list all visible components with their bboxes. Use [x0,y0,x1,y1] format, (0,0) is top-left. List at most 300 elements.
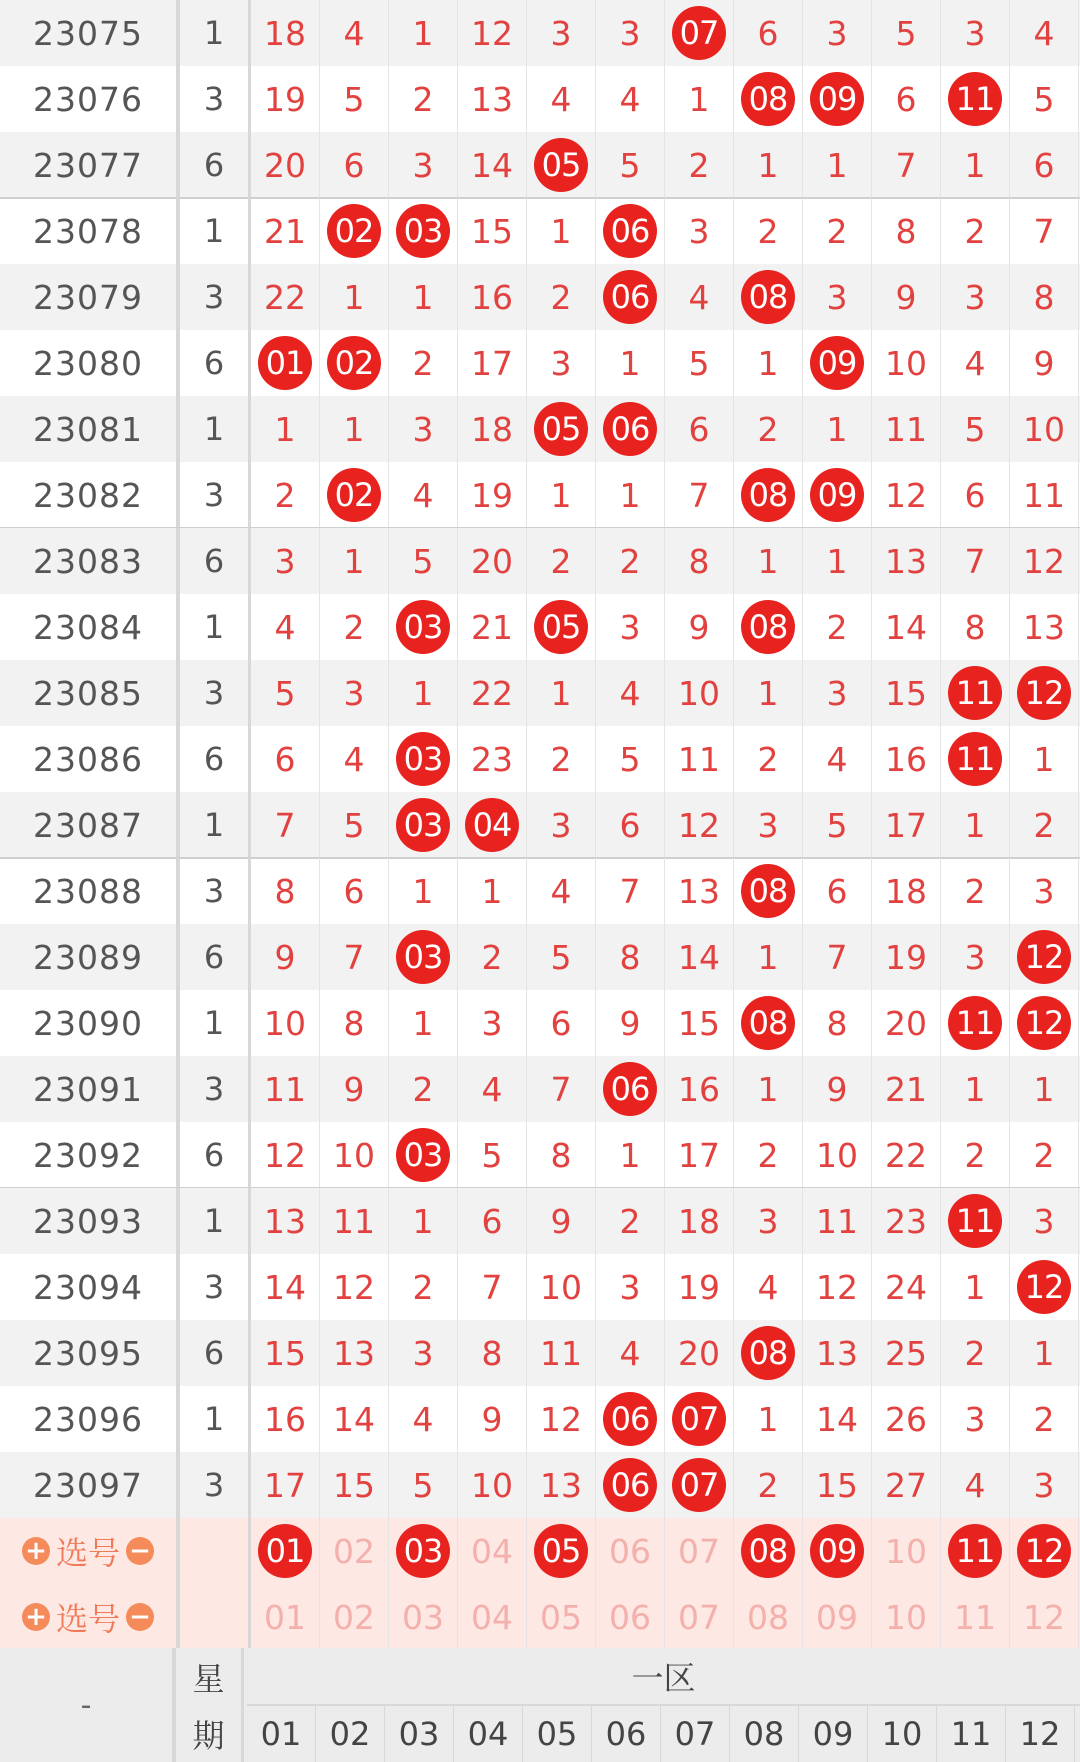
miss-count-cell: 6 [320,132,389,198]
hit-ball: 08 [741,1326,795,1380]
selected-ball[interactable]: 05 [534,1524,588,1578]
selectable-number-cell[interactable]: 11 [941,1584,1010,1650]
miss-count-cell: 4 [1010,0,1079,66]
miss-count-cell: 3 [527,330,596,396]
weekday-number: 6 [180,528,251,594]
miss-count-cell: 3 [458,990,527,1056]
miss-count-cell: 1 [734,1056,803,1122]
selected-number-cell[interactable] [251,1518,320,1584]
table-row [0,1320,1080,1386]
hit-ball: 03 [396,1128,450,1182]
table-row [0,594,1080,660]
plus-circle-icon[interactable]: + [22,1603,50,1631]
miss-count-cell: 10 [527,1254,596,1320]
hit-cell [665,1452,734,1518]
table-row [0,858,1080,924]
miss-count-cell: 1 [734,528,803,594]
hit-cell [734,594,803,660]
weekday-number: 6 [180,330,251,396]
period-number: 23081 [0,396,180,462]
selected-ball[interactable]: 09 [810,1524,864,1578]
miss-count-cell: 7 [527,1056,596,1122]
miss-count-cell: 12 [803,1254,872,1320]
miss-count-cell: 2 [251,462,320,528]
hit-cell [941,66,1010,132]
miss-count-cell: 21 [251,198,320,264]
miss-count-cell: 4 [596,660,665,726]
miss-count-cell: 3 [596,0,665,66]
column-header: 12 [1006,1706,1075,1762]
zone-header: 一区 [247,1648,1080,1706]
selectable-number-cell[interactable]: 01 [251,1584,320,1650]
hit-cell [665,1386,734,1452]
miss-count-cell: 10 [803,1122,872,1188]
miss-count-cell: 22 [251,264,320,330]
pick-controls [0,1518,180,1584]
miss-count-cell: 16 [665,1056,734,1122]
miss-count-cell: 2 [734,198,803,264]
weekday-number: 6 [180,924,251,990]
miss-count-cell: 13 [527,1452,596,1518]
miss-count-cell: 19 [458,462,527,528]
period-number: 23087 [0,792,180,858]
hit-cell [596,1056,665,1122]
miss-count-cell: 2 [527,528,596,594]
period-number: 23097 [0,1452,180,1518]
miss-count-cell: 19 [665,1254,734,1320]
miss-count-cell: 6 [941,462,1010,528]
miss-count-cell: 7 [872,132,941,198]
miss-count-cell: 5 [320,66,389,132]
hit-cell [734,990,803,1056]
hit-ball: 08 [741,864,795,918]
selected-ball[interactable]: 08 [741,1524,795,1578]
miss-count-cell: 17 [458,330,527,396]
miss-count-cell: 3 [941,924,1010,990]
hit-ball: 03 [396,600,450,654]
hit-ball: 12 [1017,666,1071,720]
miss-count-cell: 20 [251,132,320,198]
miss-count-cell: 11 [251,1056,320,1122]
miss-count-cell: 9 [320,1056,389,1122]
weekday-number: 3 [180,462,251,528]
miss-count-cell: 18 [458,396,527,462]
miss-count-cell: 4 [941,1452,1010,1518]
period-number: 23095 [0,1320,180,1386]
miss-count-cell: 4 [389,1386,458,1452]
hit-cell [734,264,803,330]
miss-count-cell: 12 [1010,528,1079,594]
hit-cell [596,264,665,330]
miss-count-cell: 3 [941,0,1010,66]
miss-count-cell: 8 [527,1122,596,1188]
miss-count-cell: 3 [734,1188,803,1254]
pick-label[interactable]: 选号 [55,1600,120,1638]
hit-cell [803,66,872,132]
selectable-number-cell[interactable]: 03 [389,1584,458,1650]
period-number: 23076 [0,66,180,132]
miss-count-cell: 2 [734,726,803,792]
miss-count-cell: 10 [665,660,734,726]
miss-count-cell: 18 [872,858,941,924]
weekday-number: 1 [180,0,251,66]
hit-cell [1010,660,1079,726]
miss-count-cell: 6 [458,1188,527,1254]
hit-ball: 11 [948,666,1002,720]
miss-count-cell: 8 [941,594,1010,660]
miss-count-cell: 12 [458,0,527,66]
column-header: 10 [868,1706,937,1762]
period-number: 23089 [0,924,180,990]
selected-number-cell[interactable] [1010,1518,1079,1584]
miss-count-cell: 7 [320,924,389,990]
miss-count-cell: 3 [251,528,320,594]
miss-count-cell: 1 [941,132,1010,198]
hit-cell [1010,1254,1079,1320]
table-row [0,1188,1080,1254]
miss-count-cell: 5 [251,660,320,726]
miss-count-cell: 1 [389,1188,458,1254]
miss-count-cell: 2 [665,132,734,198]
miss-count-cell: 4 [251,594,320,660]
period-number: 23092 [0,1122,180,1188]
hit-cell [803,462,872,528]
miss-count-cell: 3 [389,1320,458,1386]
miss-count-cell: 5 [803,792,872,858]
hit-ball: 08 [741,72,795,126]
miss-count-cell: 5 [596,132,665,198]
period-number: 23094 [0,1254,180,1320]
selected-ball[interactable]: 01 [258,1524,312,1578]
hit-cell [320,462,389,528]
table-row [0,132,1080,198]
selectable-number-cell[interactable]: 09 [803,1584,872,1650]
hit-ball: 06 [603,204,657,258]
selectable-number-cell[interactable]: 08 [734,1584,803,1650]
miss-count-cell: 3 [389,396,458,462]
hit-ball: 09 [810,468,864,522]
selected-number-cell[interactable] [734,1518,803,1584]
hit-ball: 08 [741,468,795,522]
miss-count-cell: 10 [251,990,320,1056]
table-row [0,66,1080,132]
hit-ball: 03 [396,798,450,852]
miss-count-cell: 3 [803,264,872,330]
hit-cell [596,396,665,462]
period-number: 23075 [0,0,180,66]
minus-circle-icon[interactable]: − [126,1603,154,1631]
week-header [176,1648,244,1762]
minus-circle-icon[interactable]: − [126,1537,154,1565]
table-header [0,1648,1080,1762]
miss-count-cell: 13 [320,1320,389,1386]
miss-count-cell: 4 [527,858,596,924]
hit-ball: 06 [603,402,657,456]
miss-count-cell: 7 [803,924,872,990]
miss-count-cell: 3 [941,264,1010,330]
miss-count-cell: 5 [941,396,1010,462]
miss-count-cell: 1 [1010,726,1079,792]
miss-count-cell: 2 [941,1122,1010,1188]
miss-count-cell: 5 [527,924,596,990]
miss-count-cell: 19 [872,924,941,990]
column-header: 05 [523,1706,592,1762]
hit-cell [320,198,389,264]
column-header: 02 [316,1706,385,1762]
miss-count-cell: 12 [527,1386,596,1452]
selectable-number-cell[interactable]: 07 [665,1518,734,1584]
hit-ball: 07 [672,1458,726,1512]
period-number: 23077 [0,132,180,198]
selected-number-cell[interactable] [941,1518,1010,1584]
hit-ball: 04 [465,798,519,852]
pick-week-spacer [180,1518,251,1584]
period-number: 23079 [0,264,180,330]
miss-count-cell: 4 [527,66,596,132]
miss-count-cell: 4 [665,264,734,330]
selectable-number-cell[interactable]: 06 [596,1584,665,1650]
miss-count-cell: 2 [941,858,1010,924]
miss-count-cell: 11 [665,726,734,792]
column-header: 09 [799,1706,868,1762]
selected-number-cell[interactable] [803,1518,872,1584]
hit-cell [251,330,320,396]
hit-cell [389,792,458,858]
hit-ball: 11 [948,996,1002,1050]
hit-ball: 08 [741,270,795,324]
miss-count-cell: 1 [1010,1320,1079,1386]
hit-ball: 07 [672,1392,726,1446]
period-number: 23090 [0,990,180,1056]
selected-ball[interactable]: 03 [396,1524,450,1578]
weekday-number: 6 [180,726,251,792]
miss-count-cell: 2 [1010,792,1079,858]
hit-cell [527,594,596,660]
column-header: 11 [937,1706,1006,1762]
miss-count-cell: 4 [596,1320,665,1386]
hit-cell [941,660,1010,726]
miss-count-cell: 5 [1010,66,1079,132]
selectable-number-cell[interactable]: 10 [872,1518,941,1584]
period-number: 23080 [0,330,180,396]
miss-count-cell: 2 [803,198,872,264]
miss-count-cell: 14 [251,1254,320,1320]
table-row [0,1056,1080,1122]
hit-ball: 08 [741,600,795,654]
miss-count-cell: 8 [872,198,941,264]
hit-cell [803,330,872,396]
weekday-number: 3 [180,858,251,924]
period-number: 23093 [0,1188,180,1254]
hit-ball: 12 [1017,1260,1071,1314]
miss-count-cell: 9 [251,924,320,990]
miss-count-cell: 1 [389,858,458,924]
weekday-number: 1 [180,792,251,858]
miss-count-cell: 1 [803,396,872,462]
miss-count-cell: 2 [734,1122,803,1188]
table-row [0,924,1080,990]
selectable-number-cell[interactable]: 07 [665,1584,734,1650]
hit-cell [734,1320,803,1386]
miss-count-cell: 6 [251,726,320,792]
miss-count-cell: 1 [389,0,458,66]
period-number: 23096 [0,1386,180,1452]
miss-count-cell: 1 [941,792,1010,858]
miss-count-cell: 20 [458,528,527,594]
miss-count-cell: 17 [872,792,941,858]
column-header: 06 [592,1706,661,1762]
weekday-number: 1 [180,990,251,1056]
selected-ball[interactable]: 11 [948,1524,1002,1578]
miss-count-cell: 1 [734,330,803,396]
hit-ball: 03 [396,204,450,258]
hit-ball: 03 [396,732,450,786]
miss-count-cell: 3 [1010,1188,1079,1254]
column-header: 04 [454,1706,523,1762]
hit-ball: 06 [603,1062,657,1116]
miss-count-cell: 27 [872,1452,941,1518]
miss-count-cell: 2 [527,726,596,792]
miss-count-cell: 11 [527,1320,596,1386]
hit-ball: 02 [327,204,381,258]
hit-cell [1010,990,1079,1056]
hit-cell [320,330,389,396]
miss-count-cell: 1 [527,462,596,528]
miss-count-cell: 2 [734,396,803,462]
hit-cell [941,990,1010,1056]
miss-count-cell: 6 [320,858,389,924]
selectable-number-cell[interactable]: 02 [320,1584,389,1650]
hit-ball: 02 [327,468,381,522]
miss-count-cell: 4 [389,462,458,528]
hit-ball: 06 [603,1392,657,1446]
table-row [0,1254,1080,1320]
table-row [0,792,1080,858]
table-row [0,726,1080,792]
hit-cell [941,1188,1010,1254]
plus-circle-icon[interactable]: + [22,1537,50,1565]
miss-count-cell: 1 [527,198,596,264]
selected-number-cell[interactable] [527,1518,596,1584]
miss-count-cell: 2 [527,264,596,330]
miss-count-cell: 4 [596,66,665,132]
hit-ball: 06 [603,1458,657,1512]
miss-count-cell: 3 [1010,858,1079,924]
table-row [0,198,1080,264]
hit-cell [527,396,596,462]
hit-ball: 05 [534,600,588,654]
selectable-number-cell[interactable]: 05 [527,1584,596,1650]
miss-count-cell: 14 [665,924,734,990]
selectable-number-cell[interactable]: 10 [872,1584,941,1650]
miss-count-cell: 1 [596,1122,665,1188]
period-number: 23084 [0,594,180,660]
selectable-number-cell[interactable]: 04 [458,1518,527,1584]
miss-count-cell: 26 [872,1386,941,1452]
miss-count-cell: 23 [458,726,527,792]
miss-count-cell: 8 [596,924,665,990]
hit-ball: 07 [672,6,726,60]
selectable-number-cell[interactable]: 12 [1010,1584,1079,1650]
hit-ball: 05 [534,402,588,456]
miss-count-cell: 15 [251,1320,320,1386]
pick-row [0,1518,1080,1584]
weekday-number: 3 [180,66,251,132]
miss-count-cell: 16 [458,264,527,330]
hit-cell [389,1122,458,1188]
miss-count-cell: 8 [803,990,872,1056]
selectable-number-cell[interactable]: 02 [320,1518,389,1584]
hit-ball: 11 [948,1194,1002,1248]
hit-ball: 08 [741,996,795,1050]
miss-count-cell: 2 [941,1320,1010,1386]
hit-ball: 11 [948,732,1002,786]
miss-count-cell: 1 [734,924,803,990]
pick-row [0,1584,1080,1650]
miss-count-cell: 9 [1010,330,1079,396]
miss-count-cell: 13 [803,1320,872,1386]
miss-count-cell: 13 [1010,594,1079,660]
miss-count-cell: 1 [665,66,734,132]
miss-count-cell: 4 [320,726,389,792]
hit-ball: 12 [1017,996,1071,1050]
selected-ball[interactable]: 12 [1017,1524,1071,1578]
table-row [0,330,1080,396]
miss-count-cell: 14 [803,1386,872,1452]
miss-count-cell: 2 [596,1188,665,1254]
miss-count-cell: 5 [389,528,458,594]
weekday-number: 3 [180,660,251,726]
miss-count-cell: 3 [596,594,665,660]
miss-count-cell: 9 [803,1056,872,1122]
miss-count-cell: 1 [941,1056,1010,1122]
pick-label[interactable]: 选号 [55,1534,120,1572]
miss-count-cell: 1 [389,660,458,726]
weekday-number: 3 [180,1056,251,1122]
miss-count-cell: 1 [251,396,320,462]
column-header: 08 [730,1706,799,1762]
weekday-number: 1 [180,198,251,264]
miss-count-cell: 1 [596,330,665,396]
miss-count-cell: 3 [320,660,389,726]
miss-count-cell: 4 [458,1056,527,1122]
miss-count-cell: 9 [596,990,665,1056]
miss-count-cell: 23 [872,1188,941,1254]
period-number: 23078 [0,198,180,264]
weekday-number: 3 [180,1452,251,1518]
miss-count-cell: 13 [665,858,734,924]
hit-cell [389,924,458,990]
miss-count-cell: 6 [803,858,872,924]
miss-count-cell: 2 [458,924,527,990]
miss-count-cell: 1 [734,132,803,198]
miss-count-cell: 5 [596,726,665,792]
miss-count-cell: 15 [665,990,734,1056]
selected-number-cell[interactable] [389,1518,458,1584]
miss-count-cell: 3 [941,1386,1010,1452]
miss-count-cell: 15 [803,1452,872,1518]
hit-ball: 06 [603,270,657,324]
miss-count-cell: 3 [734,792,803,858]
miss-count-cell: 9 [458,1386,527,1452]
selectable-number-cell[interactable]: 06 [596,1518,665,1584]
miss-count-cell: 3 [1010,1452,1079,1518]
selectable-number-cell[interactable]: 04 [458,1584,527,1650]
table-row [0,1452,1080,1518]
hit-cell [596,1386,665,1452]
miss-count-cell: 25 [872,1320,941,1386]
miss-count-cell: 9 [665,594,734,660]
